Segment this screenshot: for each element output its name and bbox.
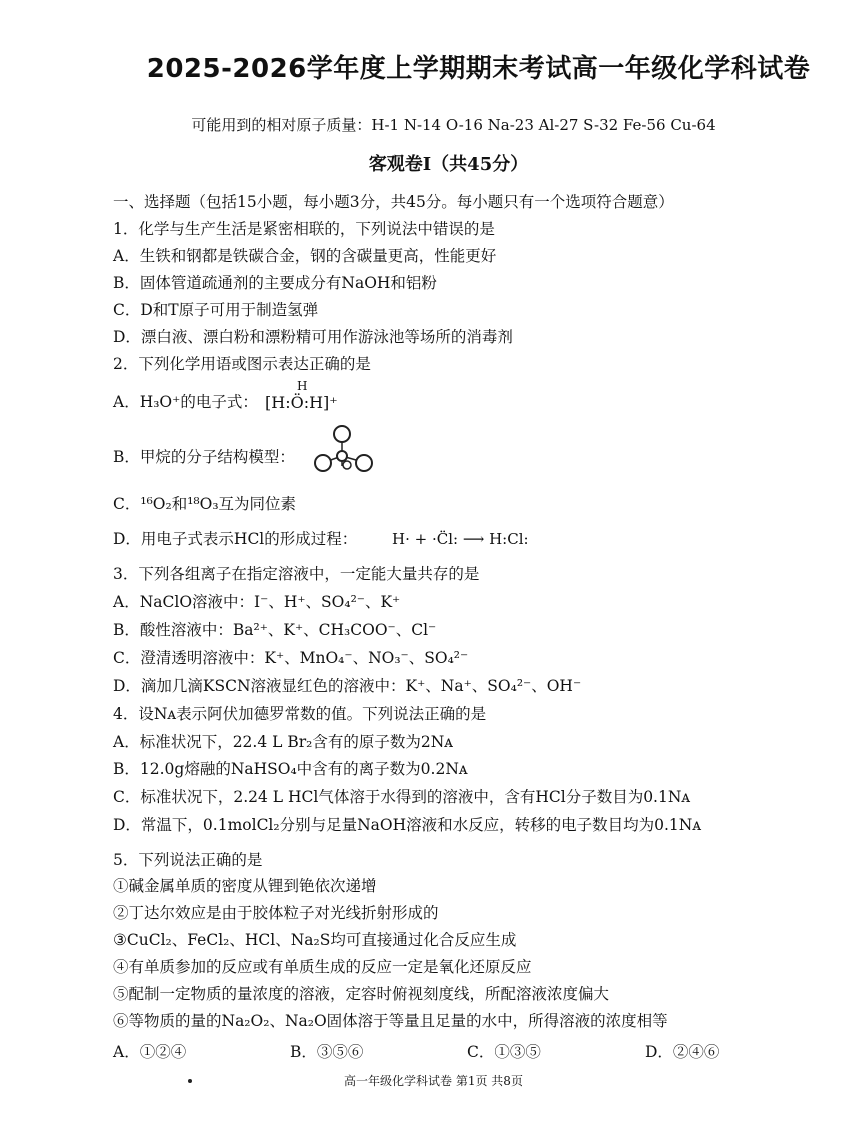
methane-model-icon bbox=[305, 422, 375, 478]
q5-statement-3: ③CuCl₂、FeCl₂、HCl、Na₂S均可直接通过化合反应生成 bbox=[113, 931, 517, 949]
q5-option-b: B．③⑤⑥ bbox=[290, 1043, 364, 1061]
q4-option-c: C．标准状况下，2.24 L HCl气体溶于水得到的溶液中，含有HCl分子数目为0.1Nᴀ bbox=[113, 788, 691, 806]
q1-option-a: A．生铁和钢都是铁碳合金，钢的含碳量更高，性能更好 bbox=[113, 247, 497, 265]
q2-option-b: B．甲烷的分子结构模型： bbox=[113, 448, 295, 466]
q5-statement-5: ⑤配制一定物质的量浓度的溶液，定容时俯视刻度线，所配溶液浓度偏大 bbox=[113, 985, 610, 1003]
page-title: 2025-2026学年度上学期期末考试高一年级化学科试卷 bbox=[146, 54, 811, 84]
q3-option-d: D．滴加几滴KSCN溶液显红色的溶液中：K⁺、Na⁺、SO₄²⁻、OH⁻ bbox=[113, 677, 582, 695]
q5-stem: 5．下列说法正确的是 bbox=[113, 851, 263, 869]
q5-statement-1: ①碱金属单质的密度从锂到铯依次递增 bbox=[113, 877, 377, 895]
q4-option-a: A．标准状况下，22.4 L Br₂含有的原子数为2Nᴀ bbox=[113, 733, 454, 751]
q1-stem: 1．化学与生产生活是紧密相联的，下列说法中错误的是 bbox=[113, 220, 495, 238]
q1-option-d: D．漂白液、漂白粉和漂粉精可用作游泳池等场所的消毒剂 bbox=[113, 328, 513, 346]
q2-a-top-h: H bbox=[297, 379, 308, 393]
q4-option-d: D．常温下，0.1molCl₂分别与足量NaOH溶液和水反应，转移的电子数目均为0.1Nᴀ bbox=[113, 816, 702, 834]
q3-stem: 3．下列各组离子在指定溶液中，一定能大量共存的是 bbox=[113, 565, 480, 583]
q4-stem: 4．设Nᴀ表示阿伏加德罗常数的值。下列说法正确的是 bbox=[113, 705, 487, 723]
q3-option-c: C．澄清透明溶液中：K⁺、MnO₄⁻、NO₃⁻、SO₄²⁻ bbox=[113, 649, 469, 667]
q5-statement-2: ②丁达尔效应是由于胶体粒子对光线折射形成的 bbox=[113, 904, 439, 922]
q1-option-b: B．固体管道疏通剂的主要成分有NaOH和铝粉 bbox=[113, 274, 437, 292]
instructions: 一、选择题（包括15小题，每小题3分，共45分。每小题只有一个选项符合题意） bbox=[113, 193, 674, 211]
q2-stem: 2．下列化学用语或图示表达正确的是 bbox=[113, 355, 371, 373]
q2-option-d: D．用电子式表示HCl的形成过程： bbox=[113, 530, 358, 548]
q3-option-a: A．NaClO溶液中：I⁻、H⁺、SO₄²⁻、K⁺ bbox=[113, 593, 401, 611]
q2-d-formula: H· + ·C̈l: ⟶ H:Cl: bbox=[392, 530, 529, 548]
q3-option-b: B．酸性溶液中：Ba²⁺、K⁺、CH₃COO⁻、Cl⁻ bbox=[113, 621, 437, 639]
q2-option-c: C．¹⁶O₂和¹⁸O₃互为同位素 bbox=[113, 495, 297, 513]
page-footer: 高一年级化学科试卷 第1页 共8页 bbox=[344, 1074, 523, 1088]
atomic-masses: 可能用到的相对原子质量：H-1 N-14 O-16 Na-23 Al-27 S-32 Fe-56 Cu-64 bbox=[191, 116, 716, 134]
q2-option-a: A．H₃O⁺的电子式： bbox=[113, 393, 258, 411]
q4-option-b: B．12.0g熔融的NaHSO₄中含有的离子数为0.2Nᴀ bbox=[113, 760, 468, 778]
q5-option-a: A．①②④ bbox=[113, 1043, 187, 1061]
q5-statement-6: ⑥等物质的量的Na₂O₂、Na₂O固体溶于等量且足量的水中，所得溶液的浓度相等 bbox=[113, 1012, 668, 1030]
q5-statement-4: ④有单质参加的反应或有单质生成的反应一定是氧化还原反应 bbox=[113, 958, 532, 976]
q2-a-formula: [H:Ö:H]⁺ bbox=[265, 393, 338, 412]
q1-option-c: C．D和T原子可用于制造氢弹 bbox=[113, 301, 319, 319]
section-title: 客观卷Ⅰ（共45分） bbox=[368, 154, 529, 175]
q5-option-d: D．②④⑥ bbox=[645, 1043, 720, 1061]
q5-option-c: C．①③⑤ bbox=[467, 1043, 541, 1061]
